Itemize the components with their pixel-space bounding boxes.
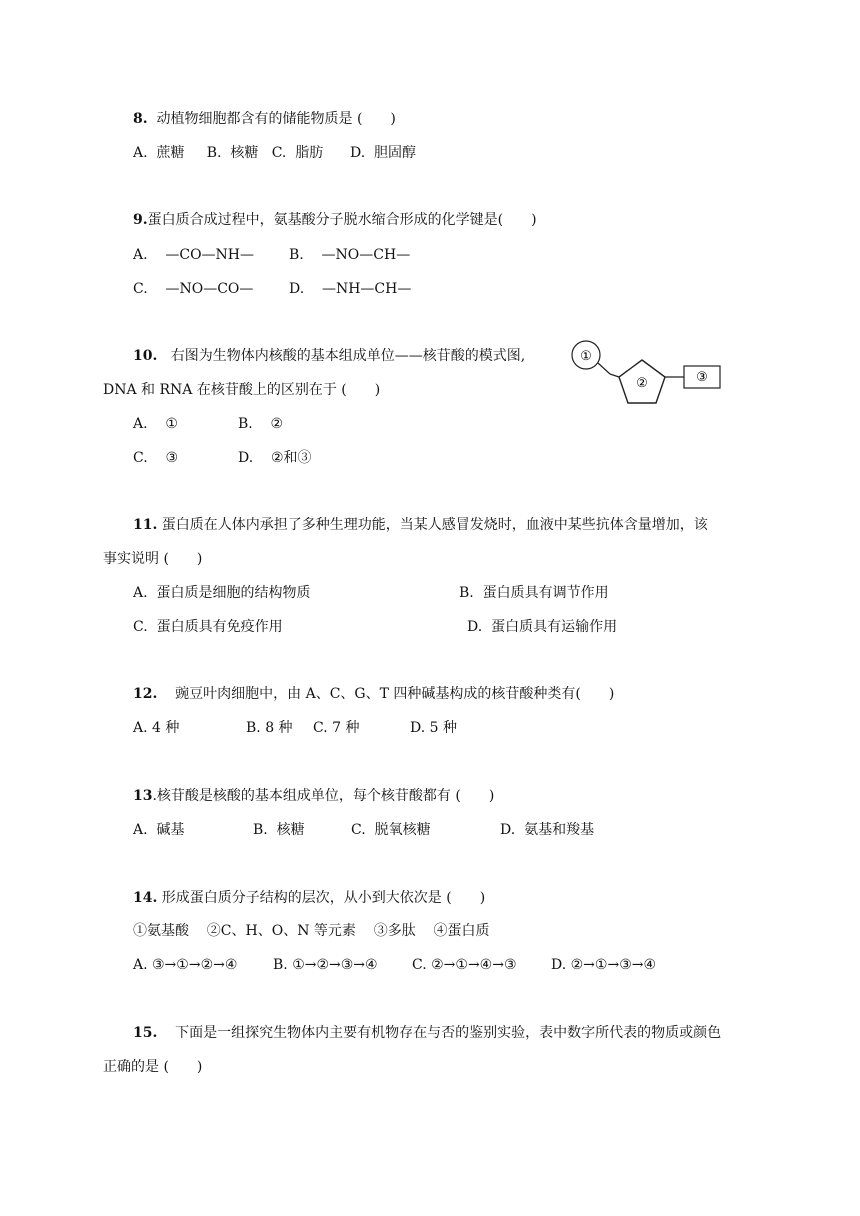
diagram-label-1: ① — [580, 349, 592, 364]
q14-option-a: A. ③→①→②→④ — [133, 957, 238, 973]
q11-number: 11. — [133, 517, 158, 533]
q9-option-b: B. —NO—CH— — [289, 247, 411, 263]
q10-number: 10. — [133, 348, 158, 364]
q8-options: A. 蔗糖 B. 核糖 C. 脂肪 D. 胆固醇 — [133, 145, 417, 161]
diagram-label-3: ③ — [696, 370, 708, 385]
q14-number: 14. — [133, 890, 158, 906]
q10-option-a: A. ① — [133, 416, 178, 432]
q13-option-d: D. 氨基和羧基 — [500, 822, 595, 838]
q15-text-1: 下面是一组探究生物体内主要有机物存在与否的鉴别实验，表中数字所代表的物质或颜色 — [157, 1025, 722, 1041]
q13-number: 13 — [133, 788, 153, 804]
q14-stem — [133, 888, 485, 908]
q14-option-b: B. ①→②→③→④ — [273, 957, 378, 973]
q11-option-a: A. 蛋白质是细胞的结构物质 — [133, 585, 311, 601]
q9-option-d: D. —NH—CH— — [289, 281, 412, 297]
q13-stem — [133, 786, 494, 806]
phosphate-link — [598, 363, 610, 374]
q13-option-c: C. 脱氧核糖 — [351, 822, 431, 838]
q9-option-a: A. —CO—NH— — [133, 247, 255, 263]
q11-option-b: B. 蛋白质具有调节作用 — [459, 585, 609, 601]
q12-number: 12. — [133, 686, 158, 702]
q14-text: 形成蛋白质分子结构的层次，从小到大依次是 ( ) — [157, 890, 486, 906]
q12-option-a: A. 4 种 — [133, 720, 180, 736]
q9-number: 9. — [133, 212, 148, 228]
q11-stem-line1 — [133, 515, 708, 535]
q10-stem-line2: DNA 和 RNA 在核苷酸上的区别在于 ( ) — [103, 382, 381, 398]
q8-number: 8. — [133, 111, 148, 127]
q12-option-c: C. 7 种 — [313, 720, 360, 736]
q10-option-d: D. ②和③ — [238, 450, 312, 466]
q12-option-d: D. 5 种 — [410, 720, 457, 736]
nucleotide-diagram — [568, 338, 728, 408]
q11-option-c: C. 蛋白质具有免疫作用 — [133, 619, 283, 635]
q8-text: 动植物细胞都含有的储能物质是 ( ) — [147, 111, 396, 127]
q12-option-b: B. 8 种 — [246, 720, 293, 736]
q15-number: 15. — [133, 1025, 158, 1041]
q10-option-c: C. ③ — [133, 450, 179, 466]
q11-stem-line2: 事实说明 ( ) — [103, 551, 203, 567]
q12-stem — [133, 684, 614, 704]
q14-option-c: C. ②→①→④→③ — [412, 957, 517, 973]
q13-option-b: B. 核糖 — [253, 822, 305, 838]
q11-text-1: 蛋白质在人体内承担了多种生理功能，当某人感冒发烧时，血液中某些抗体含量增加，该 — [157, 517, 708, 533]
q13-option-a: A. 碱基 — [133, 822, 185, 838]
q10-option-b: B. ② — [238, 416, 284, 432]
q14-items: ①氨基酸 ②C、H、O、N 等元素 ③多肽 ④蛋白质 — [133, 923, 490, 939]
q8-stem — [133, 109, 396, 129]
q10-text-1: 右图为生物体内核酸的基本组成单位——核苷酸的模式图, — [157, 348, 526, 364]
q15-stem-line2: 正确的是 ( ) — [103, 1059, 203, 1075]
q9-stem — [133, 210, 537, 230]
q10-stem-line1 — [133, 346, 525, 366]
diagram-label-2: ② — [636, 376, 648, 391]
q9-text: 蛋白质合成过程中，氨基酸分子脱水缩合形成的化学键是( ) — [147, 212, 537, 228]
q15-stem-line1 — [133, 1023, 721, 1043]
q12-text: 豌豆叶肉细胞中，由 A、C、G、T 四种碱基构成的核苷酸种类有( ) — [157, 686, 615, 702]
sugar-link-left — [610, 374, 619, 377]
q14-option-d: D. ②→①→③→④ — [551, 957, 657, 973]
q9-option-c: C. —NO—CO— — [133, 281, 254, 297]
q13-text: .核苷酸是核酸的基本组成单位，每个核苷酸都有 ( ) — [152, 788, 495, 804]
q11-option-d: D. 蛋白质具有运输作用 — [467, 619, 618, 635]
